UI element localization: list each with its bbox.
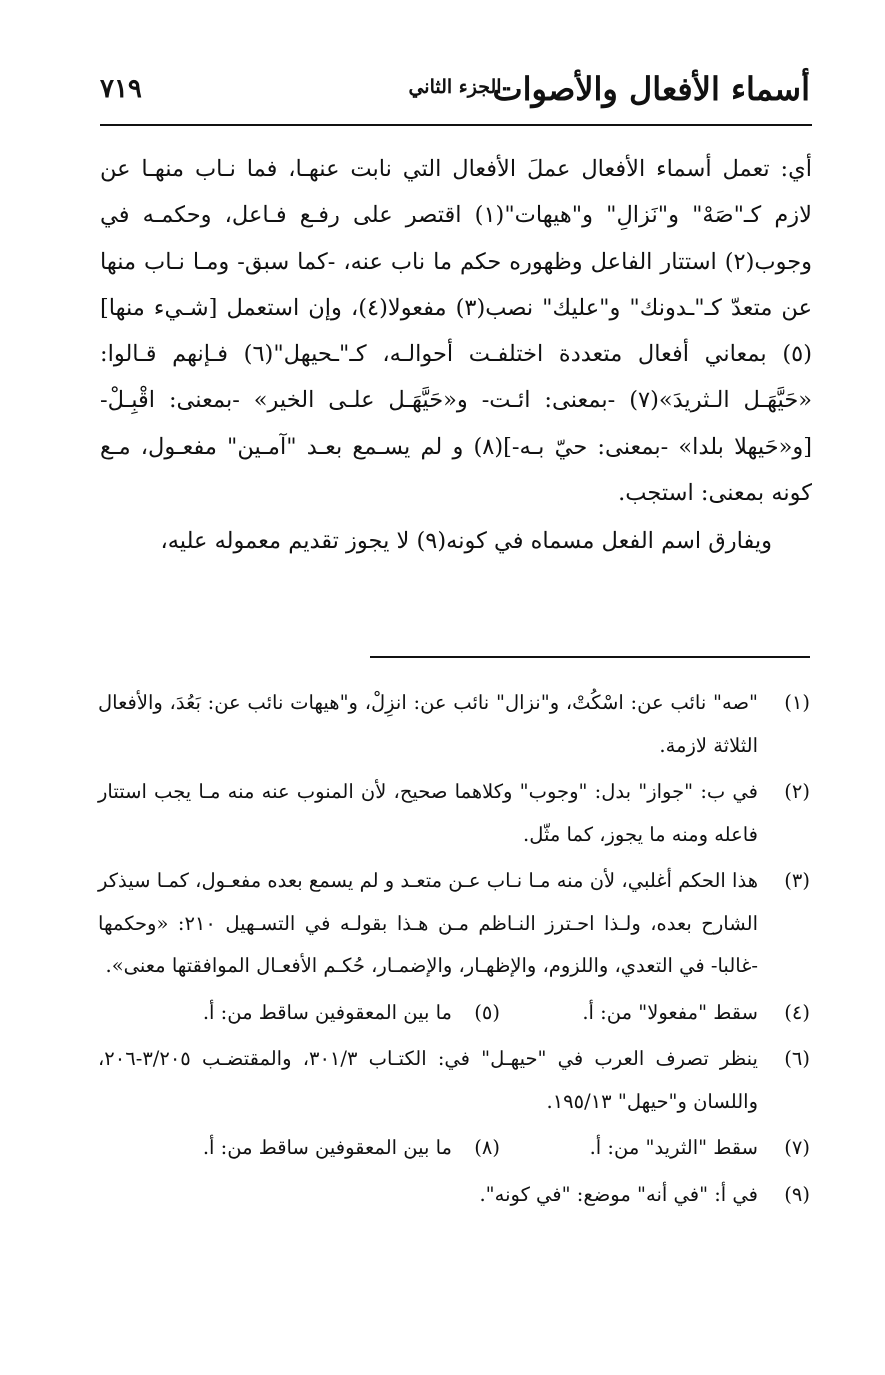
chapter-title: أسماء الأفعال والأصوات xyxy=(492,70,810,108)
footnote-number: (٣) xyxy=(784,869,810,892)
footnote-text: في أ: "في أنه" موضع: "في كونه". xyxy=(479,1182,758,1206)
paragraph: أي: تعمل أسماء الأفعال عملَ الأفعال التي نابت عنهـا، فما نـاب منهـا عن لازم كـ"صَهْ" و"نَزالِ" و"هيهات"(١) اقتصر على رفـع فـاعل، وحكمـه في وجوب(٢) استتار الفاعل وظهوره حكم ما ناب عنه، -كما سبق- ومـا نـاب منها عن متعدّ كـ"ـدونك" و"عليك" نصب(٣) مفعولا(٤)، وإن استعمل [شـيء منها](٥) بمعاني أفعال متعددة اختلفـت أحوالـه، كـ"ـحيهل"(٦) فـإنهم قـالوا: «حَيَّهَـل الـثريدَ»(٧) -بمعنى: ائـت- و«حَيَّهَـل علـى الخير» -بمعنى: اقْبِـلْ- [و«حَيهلا بلدا» -بمعنى: حيّ بـه-](٨) و لم يسـمع بعـد "آمـين" مفعـول، مـع كونه بمعنى: استجب. xyxy=(100,156,813,507)
footnote-7 xyxy=(500,1127,810,1170)
footnote-number: (٦) xyxy=(784,1047,810,1070)
volume-label: الجزء الثاني xyxy=(408,76,502,98)
footnote-text: ما بين المعقوفين ساقط من: أ. xyxy=(202,1000,452,1024)
footnote-number: (٨) xyxy=(474,1136,500,1159)
footnote-number: (٩) xyxy=(784,1182,810,1206)
footnote-text: ينظر تصرف العرب في "حيهـل" في: الكتـاب ٣٠١/٣، والمقتضـب ٣/٢٠٥-٢٠٦، واللسان و"حيهل" ١٩٥/١٣. xyxy=(98,1047,758,1113)
footnote-text: هذا الحكم أغلبي، لأن منه مـا نـاب عـن متعـد و لم يسمع بعده مفعـول، كمـا سيذكر الشارح بعده، ولـذا احـترز النـاظم مـن هـذا بقولـه في التسـهيل ٢١٠: «وحكمها -غالبا- في التعدي، واللزوم، والإظهـار، والإضمـار، حُكـم الأفعـال الموافقتها معنى». xyxy=(98,869,758,977)
footnote-number: (٢) xyxy=(784,780,810,803)
footnote-text: سقط "مفعولا" من: أ. xyxy=(582,1000,758,1024)
footnote-1 xyxy=(98,682,810,767)
footnote-number: (٤) xyxy=(784,1000,810,1024)
main-text xyxy=(100,146,812,565)
footnote-text: سقط "الثريد" من: أ. xyxy=(589,1136,758,1159)
footnote-separator xyxy=(370,656,810,658)
footnote-2 xyxy=(98,771,810,856)
footnote-number: (٧) xyxy=(784,1136,810,1159)
footnote-5 xyxy=(98,992,500,1035)
footnote-number: (١) xyxy=(784,691,810,714)
footnote-number: (٥) xyxy=(474,1000,500,1024)
footnote-6 xyxy=(98,1038,810,1123)
footnotes xyxy=(98,682,810,1220)
footnote-4 xyxy=(500,992,810,1035)
running-header xyxy=(100,66,810,116)
footnote-text: "صه" نائب عن: اسْكُتْ، و"نزال" نائب عن: انزِلْ، و"هيهات نائب عن: بَعُدَ، والأفعال الثلاثة لازمة. xyxy=(98,691,758,757)
footnote-row-4-5 xyxy=(98,992,810,1035)
footnote-3 xyxy=(98,860,810,988)
footnote-text: في ب: "جواز" بدل: "وجوب" وكلاهما صحيح، لأن المنوب عنه منه مـا يجب استتار فاعله ومنه ما يجوز، كما مثّل. xyxy=(98,780,758,846)
footnote-9 xyxy=(98,1174,810,1217)
footnote-8 xyxy=(98,1127,500,1170)
paragraph: ويفارق اسم الفعل مسماه في كونه(٩) لا يجوز تقديم معموله عليه، xyxy=(160,528,772,555)
footnote-row-7-8 xyxy=(98,1127,810,1170)
footnote-text: ما بين المعقوفين ساقط من: أ. xyxy=(202,1136,452,1159)
page-number: ٧١٩ xyxy=(100,74,142,104)
header-rule xyxy=(100,124,812,126)
